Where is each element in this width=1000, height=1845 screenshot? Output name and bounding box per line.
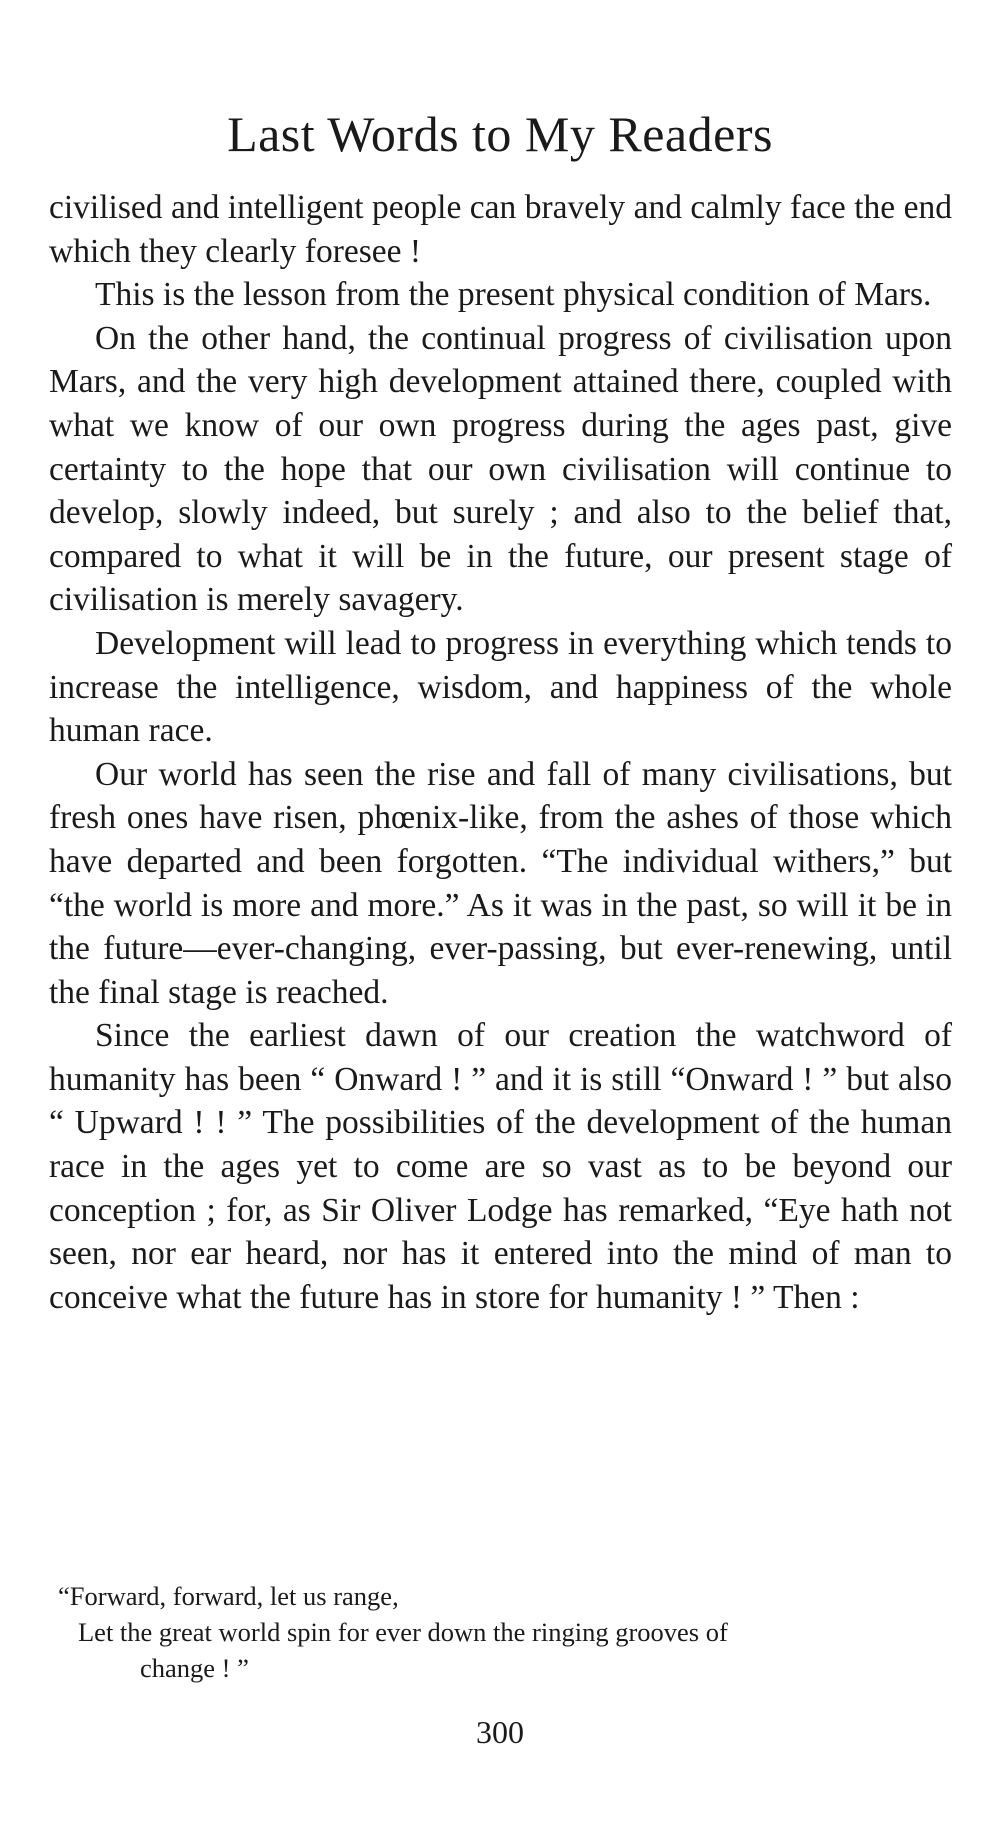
body-text	[49, 186, 952, 1319]
verse-line-1: “Forward, forward, let us range,	[58, 1581, 399, 1611]
paragraph-civilisations: Our world has seen the rise and fall of many civilisations, but fresh ones have risen, phœnix-like, from the ashes of those which have departed and been forgotten. “The individual withers,” but “the world is more and more.” As it was in the past, so will it be in the future—ever-changing, ever-passing, but ever-renewing, until the final stage is reached.	[49, 755, 952, 1011]
paragraph-continuation: civilised and intelligent people can bravely and calmly face the end which they clearly foresee !	[49, 189, 952, 270]
paragraph-development: Development will lead to progress in everything which tends to increase the intelligence, wisdom, and happiness of the whole human race.	[49, 624, 952, 750]
running-head: Last Words to My Readers	[227, 106, 773, 162]
page-number: 300	[476, 1714, 524, 1750]
verse-line-2: Let the great world spin for ever down the ringing grooves of	[78, 1617, 728, 1647]
paragraph-onward: Since the earliest dawn of our creation the watchword of humanity has been “ Onward ! ” and it is still “Onward ! ” but also “ Upward ! ! ” The possibilities of the development of the human race in the ages yet to come are so vast as to be beyond our conception ; for, as Sir Oliver Lodge has remarked, “Eye hath not seen, nor ear heard, nor has it entered into the mind of man to conceive what the future has in store for humanity ! ” Then :	[49, 1017, 952, 1316]
verse-line-3: change ! ”	[140, 1653, 249, 1683]
paragraph-lesson: This is the lesson from the present physical condition of Mars.	[95, 276, 932, 314]
paragraph-progress: On the other hand, the continual progress of civilisation upon Mars, and the very high development attained there, coupled with what we know of our own progress during the ages past, give certainty to the hope that our own civilisation will continue to develop, slowly indeed, but surely ; and also to the belief that, compared to what it will be in the future, our present stage of civilisation is merely savagery.	[49, 319, 952, 619]
verse-quotation	[58, 1578, 953, 1686]
